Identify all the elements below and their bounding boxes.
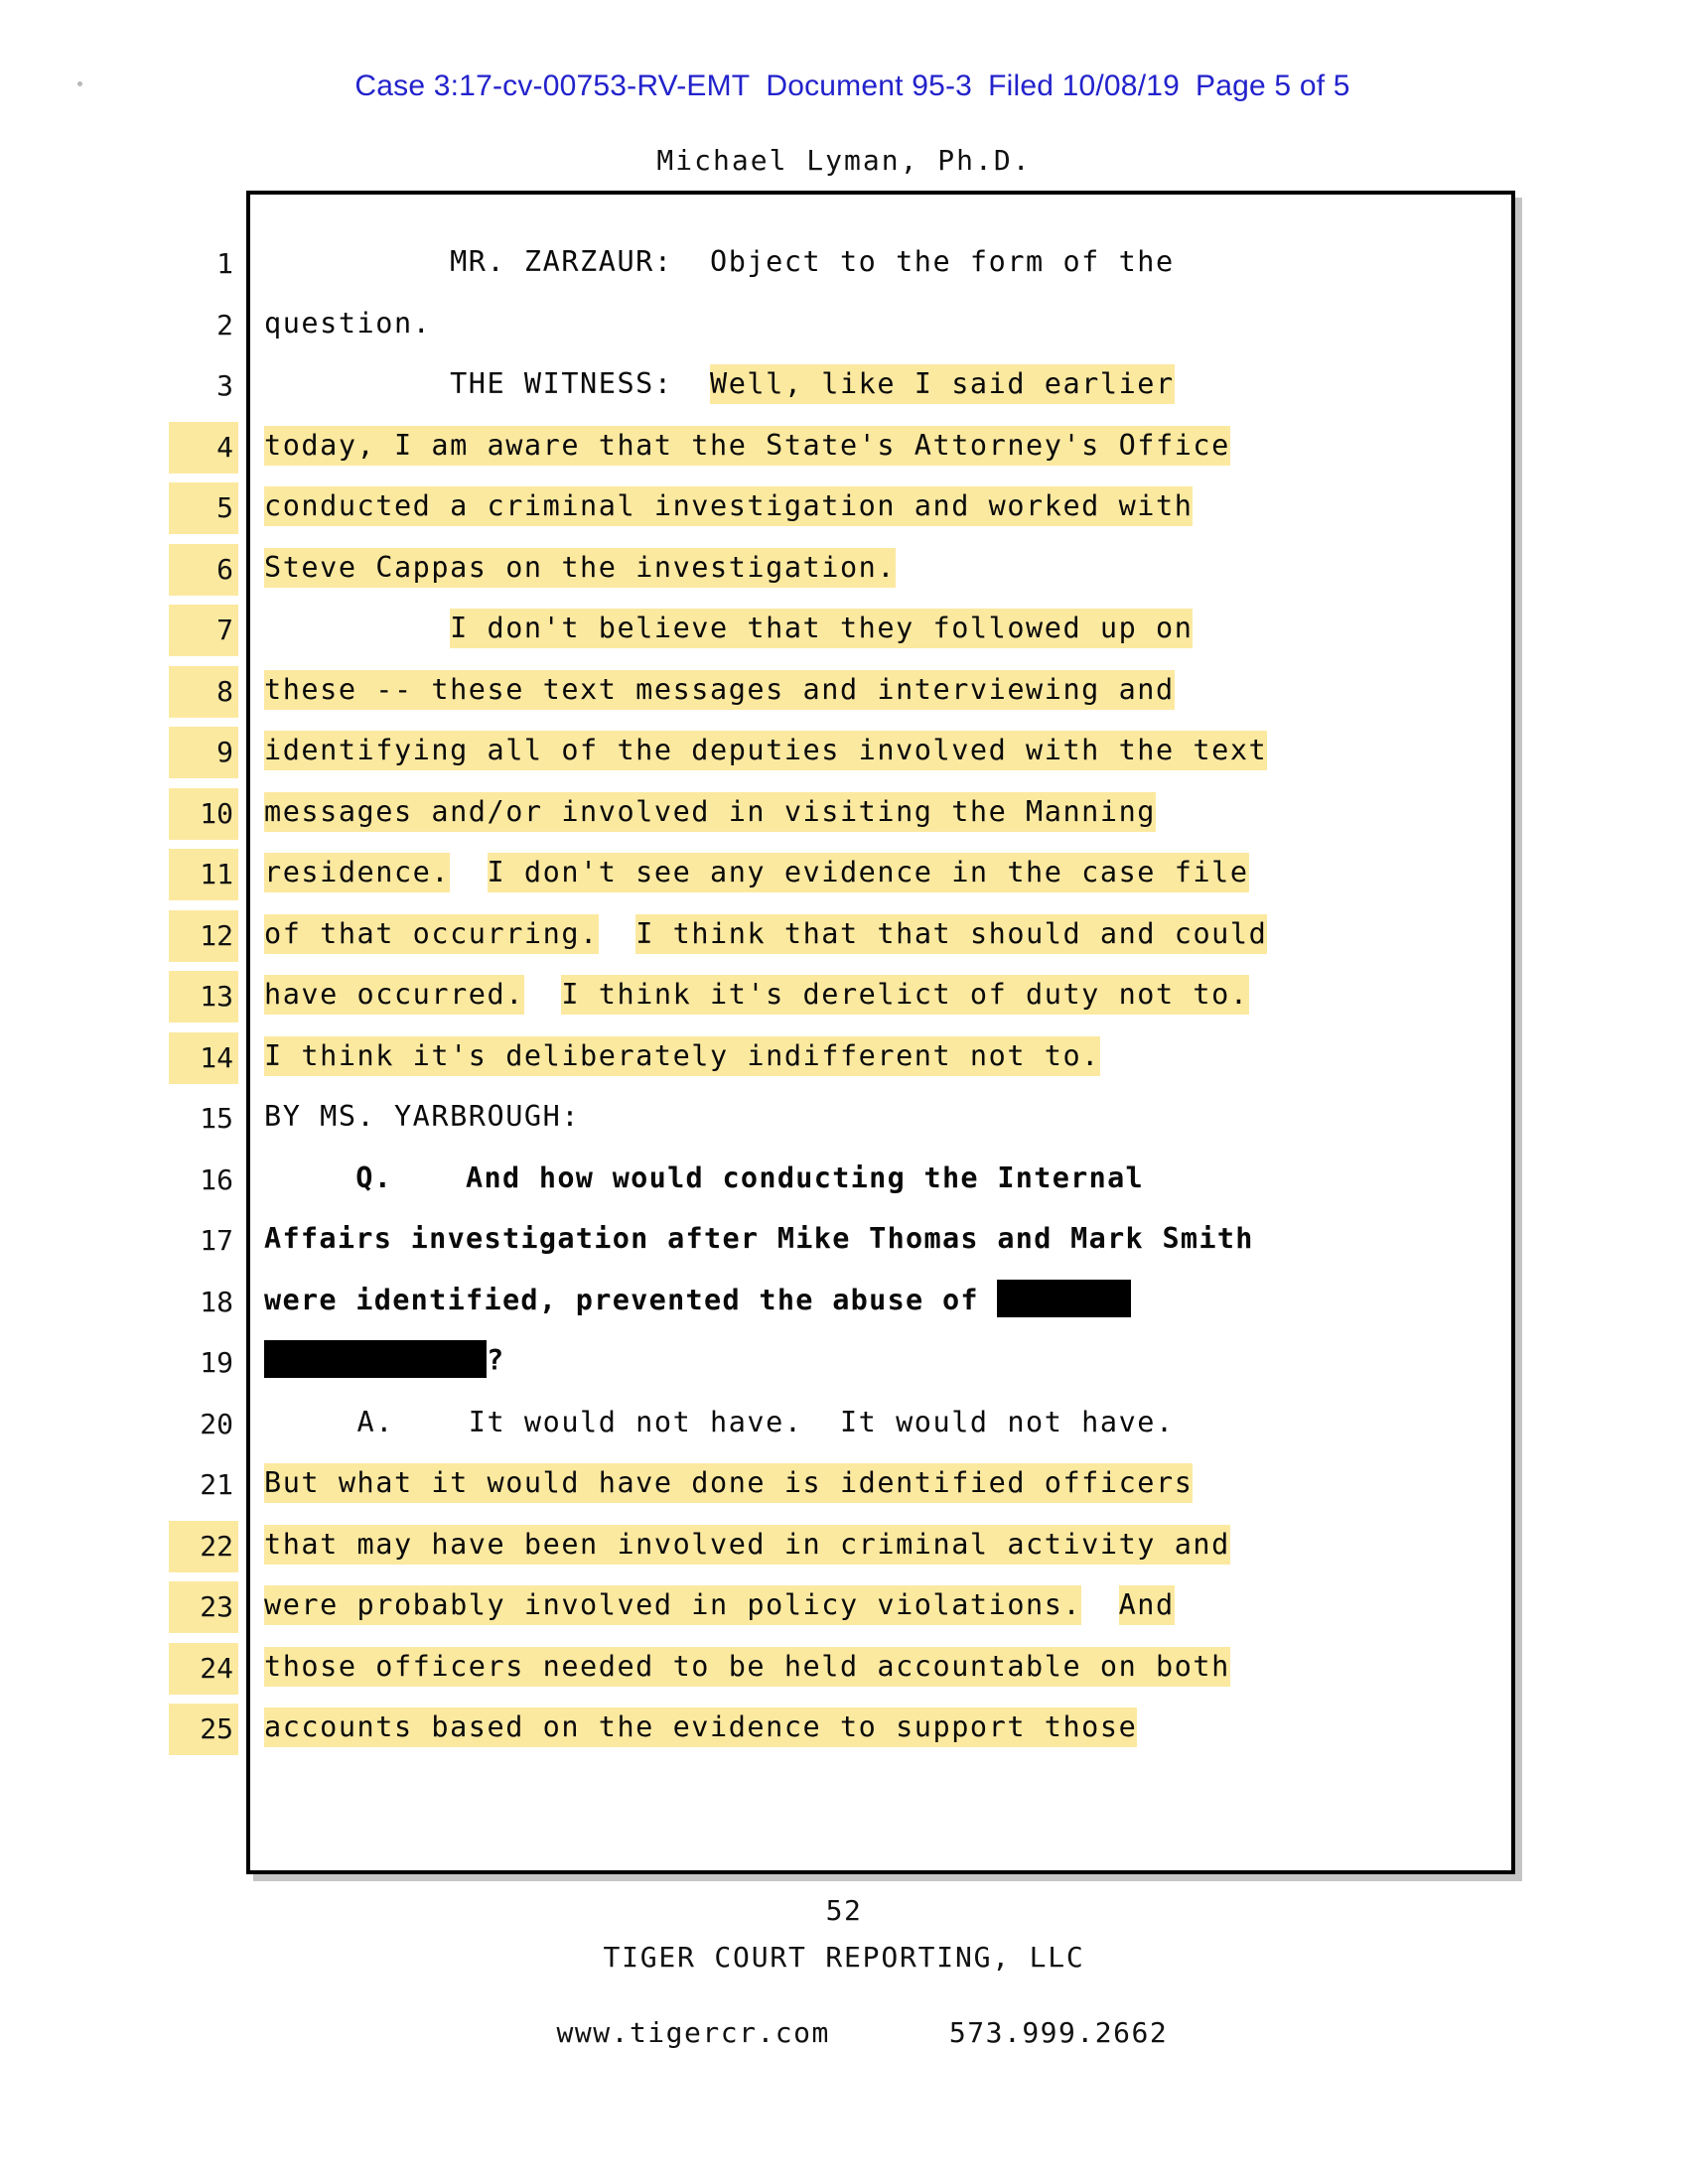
transcript-line-text (264, 788, 1156, 836)
transcript-line (0, 482, 1688, 544)
transcript-line-text (264, 666, 1175, 714)
transcript-line (0, 849, 1688, 910)
transcript-line (0, 300, 1688, 361)
text-run: THE WITNESS: (264, 367, 711, 400)
highlighted-text-run: were probably involved in policy violations. (264, 1585, 1081, 1625)
transcript-line (0, 422, 1688, 483)
transcript-line-number: 7 (169, 605, 238, 656)
transcript-line-text (264, 1093, 580, 1141)
transcript-line (0, 1155, 1688, 1216)
redaction-bar (997, 1280, 1131, 1317)
highlighted-text-run: residence. (264, 853, 450, 892)
transcript-line-number: 14 (169, 1032, 238, 1084)
reporter-phone: 573.999.2662 (948, 2016, 1169, 2049)
transcript-line-text (264, 1399, 1175, 1446)
transcript-line (0, 1337, 1688, 1399)
highlighted-text-run: Well, like I said earlier (710, 364, 1175, 404)
transcript-line-number: 10 (169, 788, 238, 840)
transcript-line-number: 17 (200, 1224, 233, 1257)
ecf-filed-date: Filed 10/08/19 (988, 69, 1180, 102)
highlighted-text-run: identifying all of the deputies involved with the text (264, 731, 1267, 770)
transcript-line-text (264, 971, 1249, 1019)
transcript-line-text (264, 360, 1175, 408)
highlighted-text-run: I don't see any evidence in the case file (488, 853, 1249, 892)
scan-artifact-speck (77, 81, 82, 86)
transcript-line-text (264, 1032, 1100, 1080)
transcript-line (0, 788, 1688, 850)
court-reporter-contact (0, 1983, 1688, 2049)
transcript-line-text (264, 300, 431, 347)
transcript-body (0, 238, 1688, 1765)
transcript-line (0, 666, 1688, 728)
text-run: were identified, prevented the abuse of (264, 1283, 998, 1316)
transcript-line-number: 21 (200, 1468, 233, 1501)
transcript-line-number: 1 (216, 247, 233, 280)
witness-caption: Michael Lyman, Ph.D. (656, 144, 1032, 177)
highlighted-text-run: these -- these text messages and interviewing and (264, 670, 1175, 710)
text-run: A. It would not have. It would not have. (264, 1405, 1175, 1438)
text-run (264, 612, 450, 644)
transcript-line-number: 6 (169, 544, 238, 596)
transcript-line-text (264, 1459, 1193, 1507)
transcript-line-text (264, 1521, 1230, 1569)
transcript-line-number: 15 (200, 1102, 233, 1135)
highlighted-text-run: conducted a criminal investigation and worked with (264, 486, 1193, 526)
transcript-line-number: 3 (216, 369, 233, 402)
transcript-line (0, 1032, 1688, 1094)
ecf-page-indicator: Page 5 of 5 (1196, 69, 1350, 102)
transcript-line (0, 1277, 1688, 1338)
highlighted-text-run: of that occurring. (264, 914, 599, 954)
transcript-line (0, 1215, 1688, 1277)
transcript-line (0, 360, 1688, 422)
transcript-line-text (264, 544, 896, 592)
text-run (524, 978, 561, 1011)
transcript-line-text (264, 727, 1267, 774)
transcript-line (0, 1581, 1688, 1643)
text-run: Affairs investigation after Mike Thomas and Mark Smith (264, 1222, 1254, 1255)
highlighted-text-run: those officers needed to be held accountable on both (264, 1647, 1230, 1687)
transcript-line-text (264, 482, 1193, 530)
text-run: MR. ZARZAUR: Object to the form of the (264, 245, 1175, 278)
transcript-line-number: 25 (169, 1704, 238, 1755)
highlighted-text-run: messages and/or involved in visiting the Manning (264, 792, 1156, 832)
transcript-line-text (264, 1277, 1131, 1324)
transcript-line-number: 19 (200, 1346, 233, 1379)
highlighted-text-run: have occurred. (264, 975, 524, 1015)
transcript-line-text (264, 1704, 1137, 1751)
ecf-document-number: Document 95-3 (766, 69, 973, 102)
text-run (450, 856, 487, 888)
highlighted-text-run: And (1119, 1585, 1175, 1625)
transcript-line-number: 24 (169, 1643, 238, 1695)
transcript-line-text (264, 1337, 504, 1385)
transcript-line-number: 22 (169, 1521, 238, 1572)
transcript-line-text (264, 238, 1175, 286)
ecf-filing-header (0, 36, 1688, 103)
transcript-line-number: 4 (169, 422, 238, 474)
highlighted-text-run: I don't believe that they followed up on (450, 609, 1193, 648)
transcript-line (0, 238, 1688, 300)
transcript-line-number: 18 (200, 1285, 233, 1318)
transcript-line-text (264, 1155, 1144, 1202)
transcript-line-number: 2 (216, 308, 233, 341)
ecf-case-number: Case 3:17-cv-00753-RV-EMT (354, 69, 751, 102)
highlighted-text-run: that may have been involved in criminal activity and (264, 1525, 1230, 1565)
transcript-line-text (264, 1215, 1254, 1263)
transcript-line (0, 1399, 1688, 1460)
transcript-page-number: 52 (825, 1894, 863, 1927)
highlighted-text-run: I think it's derelict of duty not to. (561, 975, 1248, 1015)
reporter-website: www.tigercr.com (556, 2016, 830, 2049)
transcript-line-text (264, 1643, 1230, 1691)
transcript-line-text (264, 605, 1193, 652)
transcript-line-text (264, 422, 1230, 470)
transcript-line-text (264, 910, 1267, 958)
text-run: question. (264, 306, 432, 340)
transcript-line (0, 544, 1688, 606)
text-run: ? (487, 1344, 505, 1377)
transcript-line (0, 727, 1688, 788)
transcript-line-number: 23 (169, 1581, 238, 1633)
transcript-line-number: 13 (169, 971, 238, 1023)
highlighted-text-run: accounts based on the evidence to support those (264, 1707, 1137, 1747)
transcript-line (0, 1704, 1688, 1765)
transcript-line-number: 16 (200, 1162, 233, 1196)
highlighted-text-run: I think that that should and could (635, 914, 1267, 954)
highlighted-text-run: But what it would have done is identified officers (264, 1463, 1193, 1503)
highlighted-text-run: I think it's deliberately indifferent not to. (264, 1036, 1100, 1076)
transcript-line (0, 1643, 1688, 1705)
transcript-line-number: 5 (169, 482, 238, 534)
transcript-line-number: 12 (169, 910, 238, 962)
text-run: BY MS. YARBROUGH: (264, 1100, 581, 1133)
transcript-line (0, 910, 1688, 972)
transcript-line (0, 1093, 1688, 1155)
transcript-line-number: 11 (169, 849, 238, 900)
transcript-line (0, 605, 1688, 666)
transcript-line-text (264, 849, 1249, 896)
transcript-line-number: 9 (169, 727, 238, 778)
text-run (1081, 1588, 1118, 1621)
highlighted-text-run: Steve Cappas on the investigation. (264, 548, 896, 588)
court-reporter-name: TIGER COURT REPORTING, LLC (603, 1941, 1085, 1974)
transcript-line (0, 1459, 1688, 1521)
text-run: Q. And how would conducting the Internal (264, 1160, 1145, 1194)
redaction-bar (264, 1340, 487, 1378)
transcript-line (0, 971, 1688, 1032)
text-run (599, 917, 635, 950)
highlighted-text-run: today, I am aware that the State's Attorney's Office (264, 426, 1230, 466)
transcript-line-number: 20 (200, 1407, 233, 1440)
transcript-line (0, 1521, 1688, 1582)
transcript-line-text (264, 1581, 1175, 1629)
transcript-line-number: 8 (169, 666, 238, 718)
